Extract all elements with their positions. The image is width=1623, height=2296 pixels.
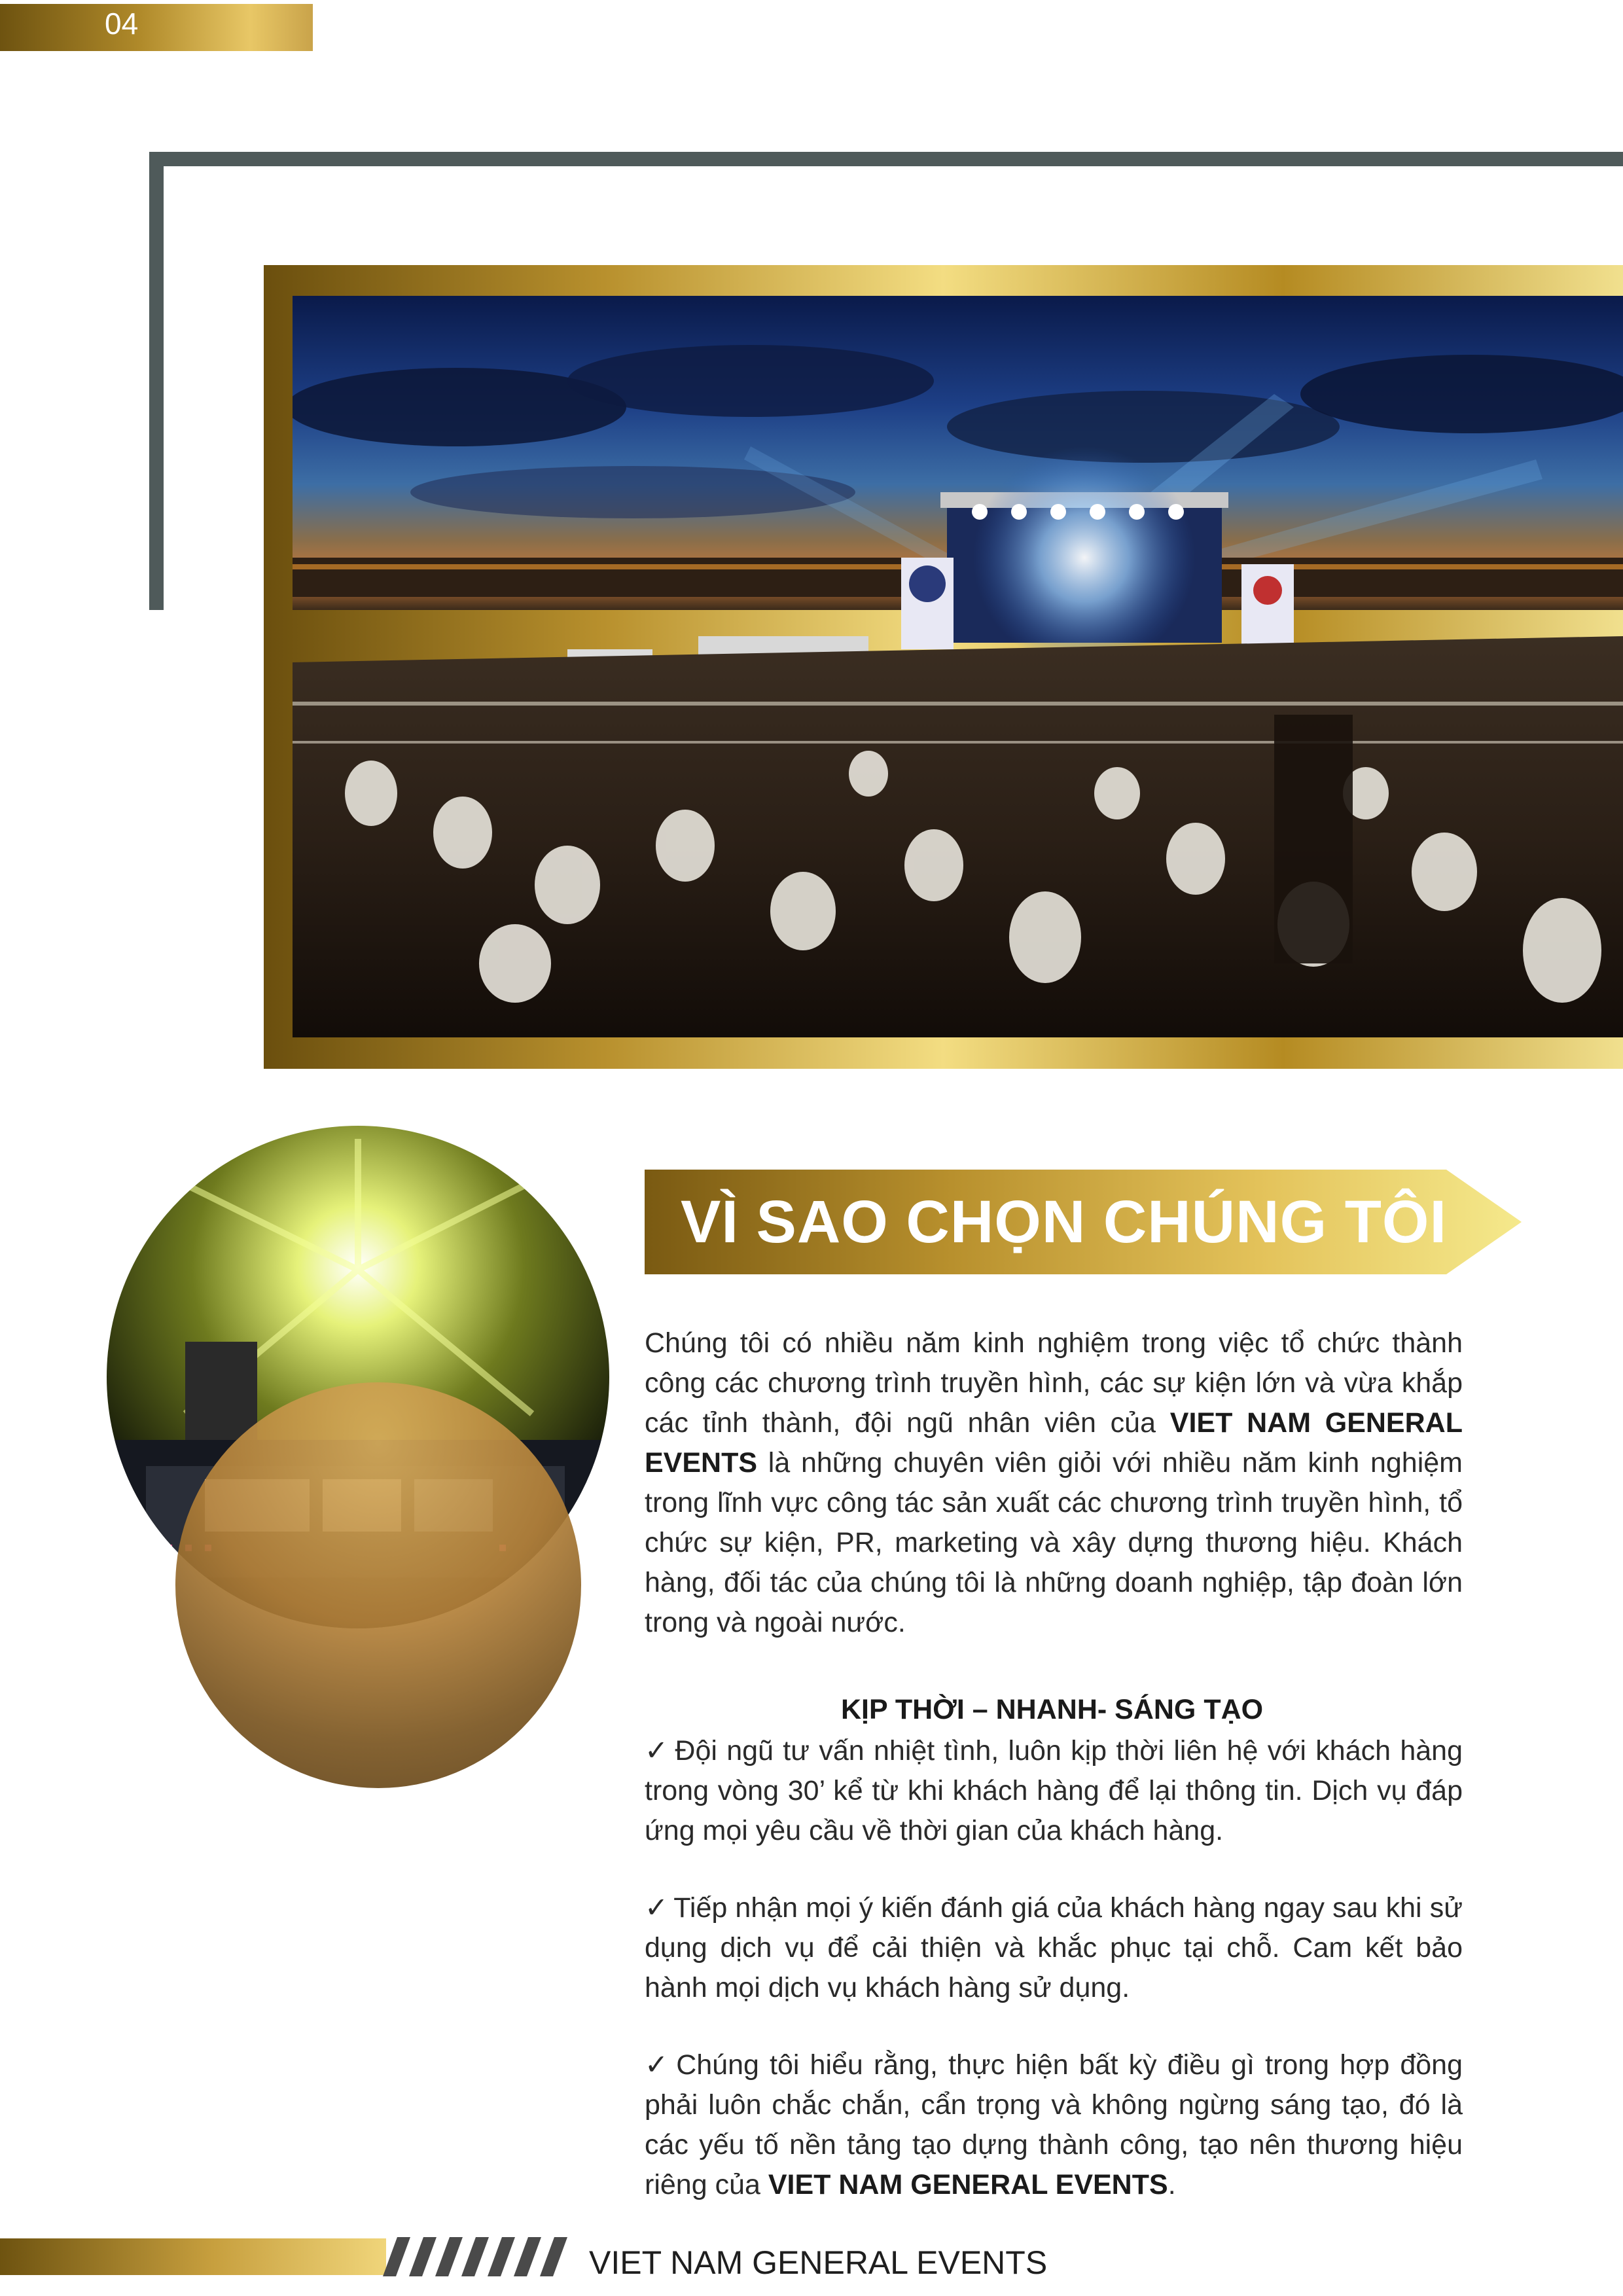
bullet-text-end: .	[1168, 2169, 1176, 2200]
subheading: KỊP THỜI – NHANH- SÁNG TẠO	[841, 1694, 1264, 1725]
bullet-text: Chúng tôi hiểu rằng, thực hiện bất kỳ điều gì trong hợp đồng phải luôn chắc chắn, cẩn trọng và không ngừng sáng tạo, đó là các yếu tố nền tảng tạo dựng thành công, tạo nên thương hiệu riêng của	[645, 2049, 1463, 2200]
footer-stripes	[383, 2237, 579, 2276]
intro-text: Chúng tôi có nhiều năm kinh nghiệm trong việc tổ chức thành công các chương trình truyền hình, các sự kiện lớn và vừa khắp các tỉnh thành, đội ngũ nhân viên của	[645, 1327, 1463, 1439]
footer-brand: VIET NAM GENERAL EVENTS	[589, 2244, 1048, 2281]
intro-paragraph	[645, 1323, 1463, 1643]
section-title: VÌ SAO CHỌN CHÚNG TÔI	[681, 1189, 1448, 1255]
page-number: 04	[105, 7, 139, 41]
bullet-item	[645, 2045, 1463, 2205]
check-icon: ✓	[645, 1892, 669, 1924]
page-number-bar	[0, 4, 313, 51]
gold-circle-overlay	[175, 1382, 581, 1788]
bullet-text: Tiếp nhận mọi ý kiến đánh giá của khách hàng ngay sau khi sử dụng dịch vụ để cải thiện và khắc phục tại chỗ. Cam kết bảo hành mọi dịch vụ khách hàng sử dụng.	[645, 1892, 1463, 2003]
bullet-item	[645, 1731, 1463, 1851]
intro-brand: VIET NAM GENERAL EVENTS	[645, 1407, 1463, 1479]
intro-text-continued: là những chuyên viên giỏi với nhiều năm kinh nghiệm trong lĩnh vực công tác sản xuất các chương trình truyền hình, tổ chức sự kiện, PR, marketing và xây dựng thương hiệu. Khách hàng, đối tác của chúng tôi là những doanh nghiệp, tập đoàn lớn trong và ngoài nước.	[645, 1447, 1463, 1638]
bullet-item	[645, 1888, 1463, 2008]
footer-gold-bar	[0, 2238, 386, 2275]
bullet-text: Đội ngũ tư vấn nhiệt tình, luôn kịp thời liên hệ với khách hàng trong vòng 30’ kể từ khi khách hàng để lại thông tin. Dịch vụ đáp ứng mọi yêu cầu về thời gian của khách hàng.	[645, 1735, 1463, 1846]
check-icon: ✓	[645, 2049, 671, 2081]
check-icon: ✓	[645, 1735, 670, 1767]
concert-photo	[293, 296, 1623, 1037]
bullet-brand: VIET NAM GENERAL EVENTS	[768, 2169, 1168, 2200]
